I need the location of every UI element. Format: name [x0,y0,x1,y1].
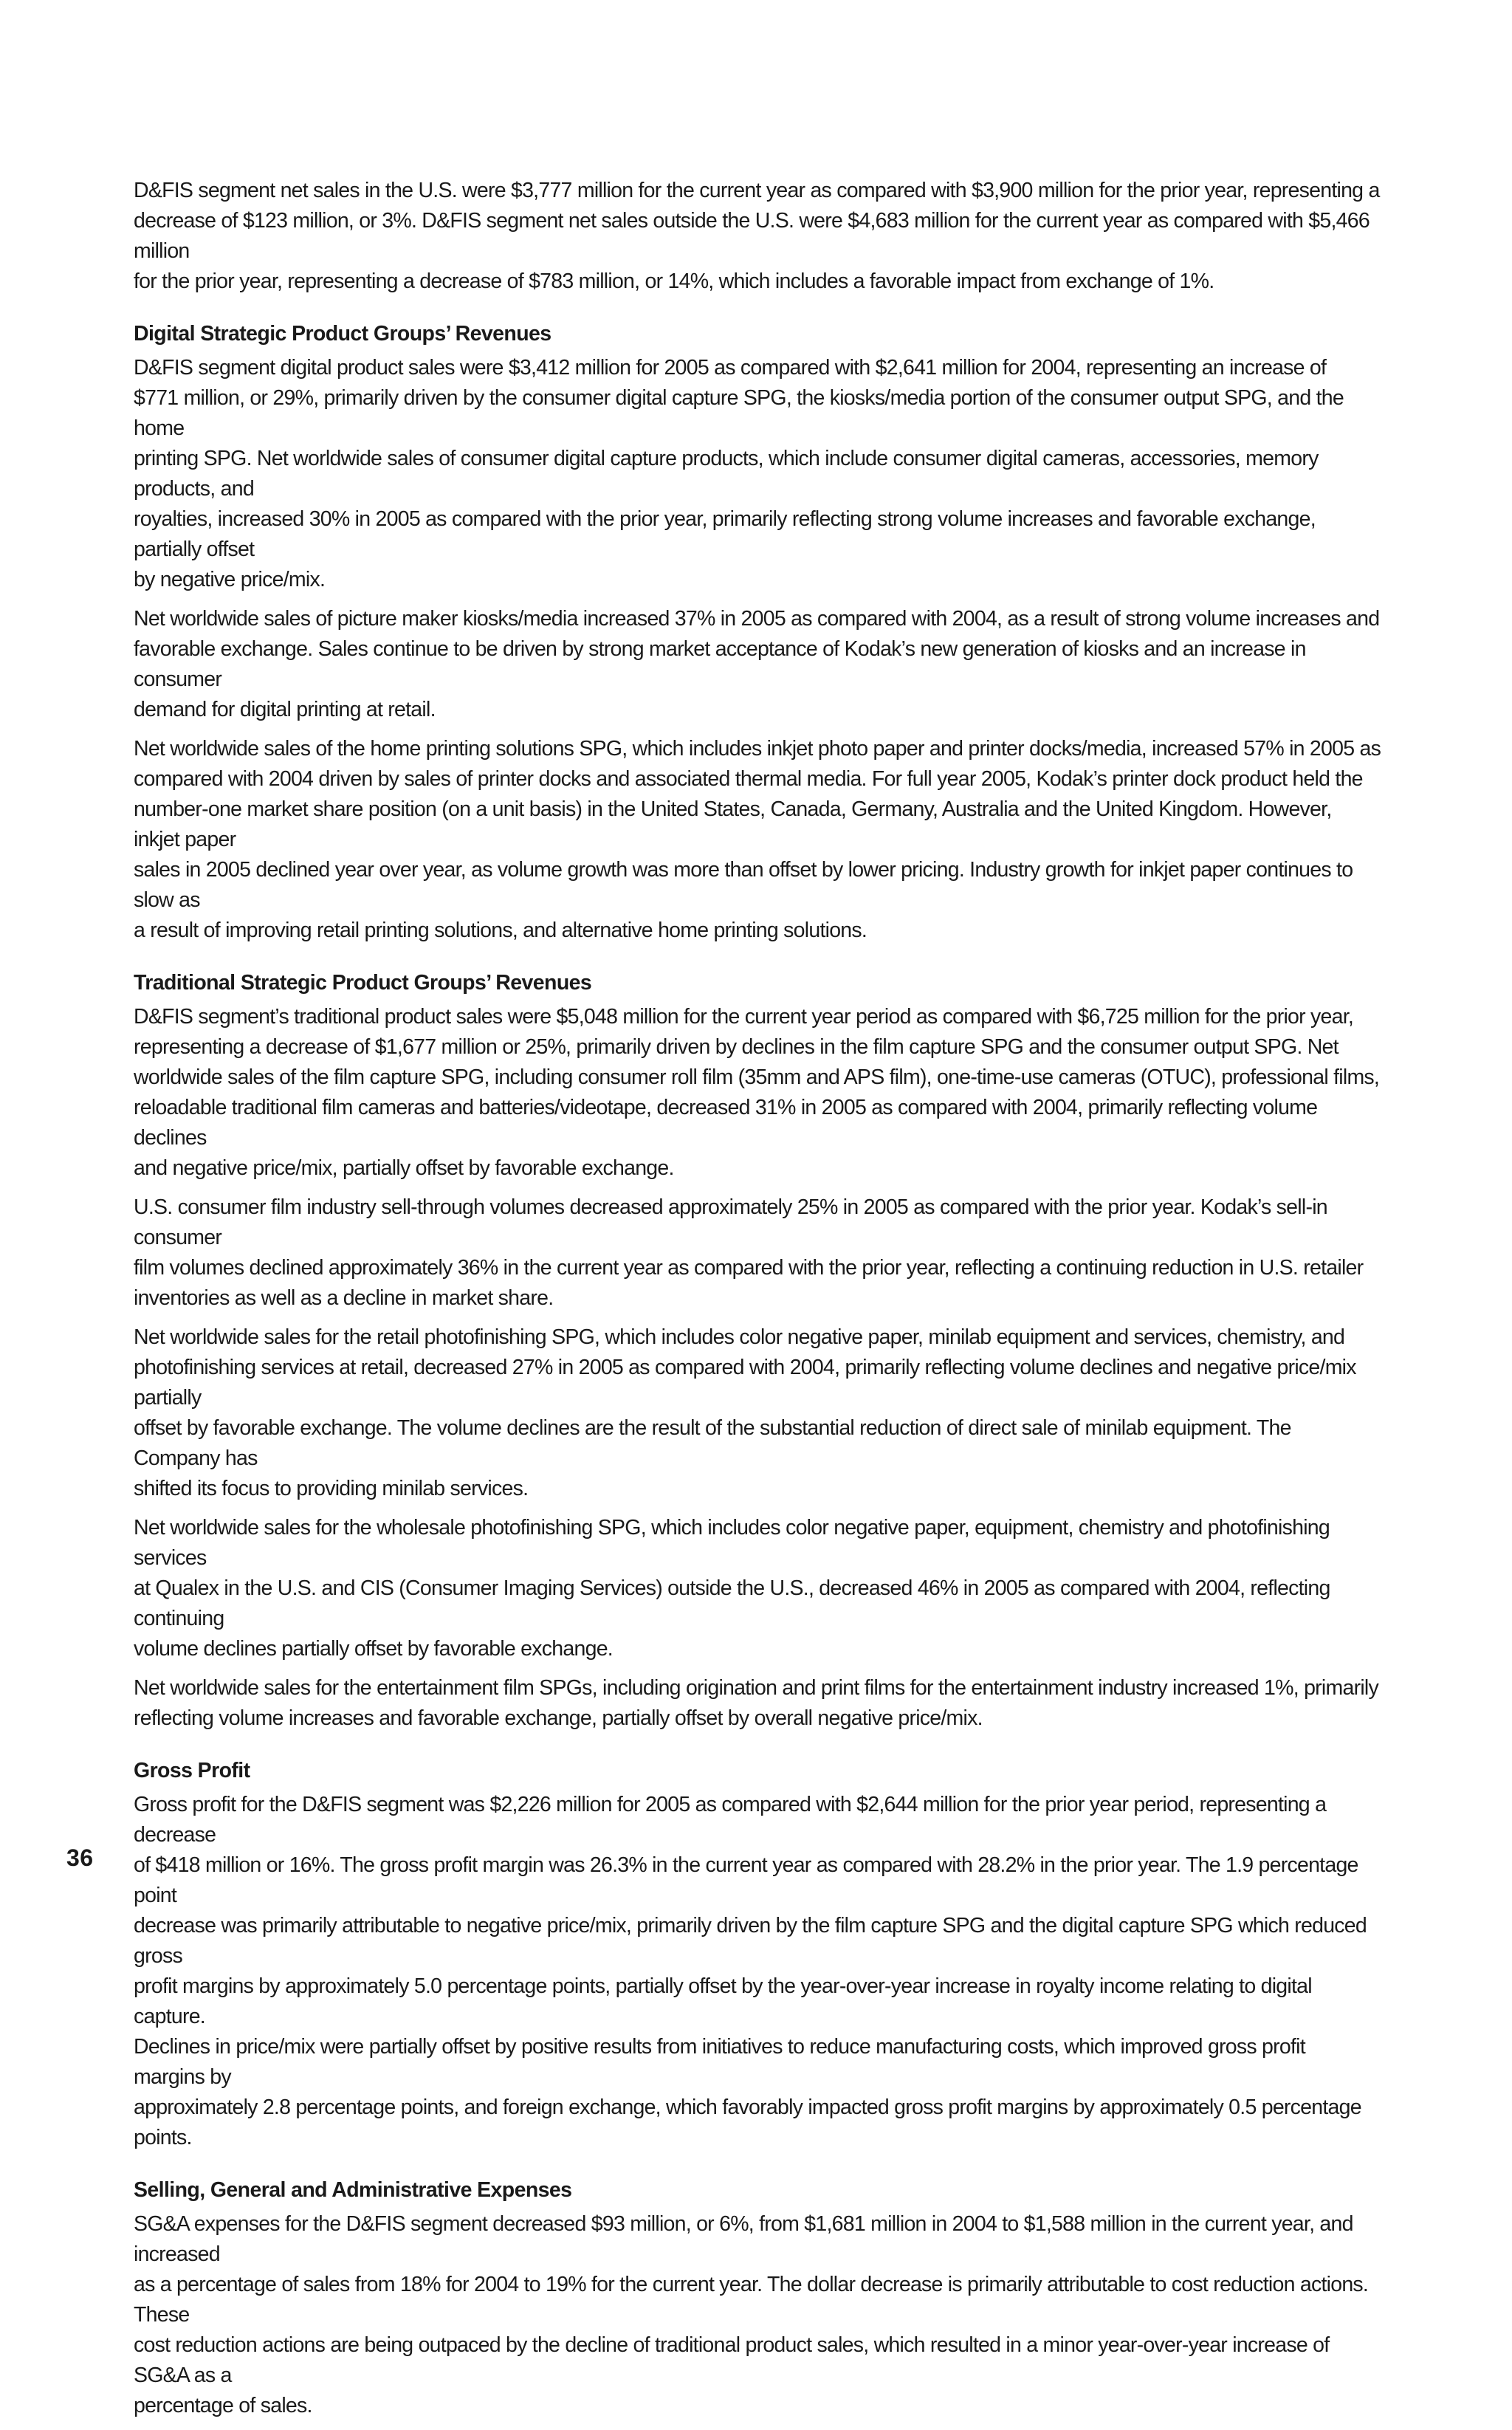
gross-profit-paragraph: Gross profit for the D&FIS segment was $2,226 million for 2005 as compared with $2,644 million for the prior year period, representing a decrease of $418 million or 16%. The gross profit margin was 26.3% in the current year as compared with 28.2% in the prior year. The 1.9 percentage point decrease was primarily attributable to negative price/mix, primarily driven by the film capture SPG and the digital capture SPG which reduced gross profit margins by approximately 5.0 percentage points, partially offset by the year-over-year increase in royalty income relating to digital capture. Declines in price/mix were partially offset by positive results from initiatives to reduce manufacturing costs, which improved gross profit margins by approximately 2.8 percentage points, and foreign exchange, which favorably impacted gross profit margins by approximately 0.5 percentage points. [134,1793,1367,2149]
section-title-digital: Digital Strategic Product Groups’ Revenues [134,322,551,346]
section-title-gross-profit: Gross Profit [134,1759,250,1782]
traditional-paragraph-2: U.S. consumer film industry sell-through volumes decreased approximately 25% in 2005 as compared with the prior year. Kodak’s sell-in consumer film volumes declined approximately 36% in the current year as compared with the prior year, reflecting a continuing reduction in U.S. retailer inventories as well as a decline in market share. [134,1195,1364,1310]
document-page [134,176,1381,2430]
digital-paragraph-1: D&FIS segment digital product sales were $3,412 million for 2005 as compared with $2,641 million for 2004, representing an increase of $771 million, or 29%, primarily driven by the consumer digital capture SPG, the kiosks/media portion of the consumer output SPG, and the home printing SPG. Net worldwide sales of consumer digital capture products, which include consumer digital cameras, accessories, memory products, and royalties, increased 30% in 2005 as compared with the prior year, primarily reflecting strong volume increases and favorable exchange, partially offset by negative price/mix. [134,356,1344,591]
traditional-paragraph-3: Net worldwide sales for the retail photofinishing SPG, which includes color negative paper, minilab equipment and services, chemistry, and photofinishing services at retail, decreased 27% in 2005 as compared with 2004, primarily reflecting volume declines and negative price/mix partially offset by favorable exchange. The volume declines are the result of the substantial reduction of direct sale of minilab equipment. The Company has shifted its focus to providing minilab services. [134,1325,1356,1500]
section-title-sga: Selling, General and Administrative Expenses [134,2178,572,2202]
traditional-paragraph-5: Net worldwide sales for the entertainment film SPGs, including origination and print films for the entertainment industry increased 1%, primarily reflecting volume increases and favorable exchange, partially offset by overall negative price/mix. [134,1676,1378,1730]
digital-paragraph-3: Net worldwide sales of the home printing solutions SPG, which includes inkjet photo paper and printer docks/media, increased 57% in 2005 as compared with 2004 driven by sales of printer docks and associated thermal media. For full year 2005, Kodak’s printer dock product held the number-one market share position (on a unit basis) in the United States, Canada, Germany, Australia and the United Kingdom. However, inkjet paper sales in 2005 declined year over year, as volume growth was more than offset by lower pricing. Industry growth for inkjet paper continues to slow as a result of improving retail printing solutions, and alternative home printing solutions. [134,737,1381,942]
digital-paragraph-2: Net worldwide sales of picture maker kiosks/media increased 37% in 2005 as compared with 2004, as a result of strong volume increases and favorable exchange. Sales continue to be driven by strong market acceptance of Kodak’s new generation of kiosks and an increase in consumer demand for digital printing at retail. [134,607,1380,721]
section-title-traditional: Traditional Strategic Product Groups’ Revenues [134,971,592,995]
traditional-paragraph-1: D&FIS segment’s traditional product sales were $5,048 million for the current year period as compared with $6,725 million for the prior year, representing a decrease of $1,677 million or 25%, primarily driven by declines in the film capture SPG and the consumer output SPG. Net worldwide sales of the film capture SPG, including consumer roll film (35mm and APS film), one-time-use cameras (OTUC), professional films, reloadable traditional film cameras and batteries/videotape, decreased 31% in 2005 as compared with 2004, primarily reflecting volume declines and negative price/mix, partially offset by favorable exchange. [134,1005,1380,1180]
intro-paragraph: D&FIS segment net sales in the U.S. were $3,777 million for the current year as compared with $3,900 million for the prior year, representing a decrease of $123 million, or 3%. D&FIS segment net sales outside the U.S. were $4,683 million for the current year as compared with $5,466 million for the prior year, representing a decrease of $783 million, or 14%, which includes a favorable impact from exchange of 1%. [134,179,1380,293]
sga-paragraph: SG&A expenses for the D&FIS segment decreased $93 million, or 6%, from $1,681 million in 2004 to $1,588 million in the current year, and increased as a percentage of sales from 18% for 2004 to 19% for the current year. The dollar decrease is primarily attributable to cost reduction actions. These cost reduction actions are being outpaced by the decline of traditional product sales, which resulted in a minor year-over-year increase of SG&A as a percentage of sales. [134,2212,1369,2417]
traditional-paragraph-4: Net worldwide sales for the wholesale photofinishing SPG, which includes color negative paper, equipment, chemistry and photofinishing services at Qualex in the U.S. and CIS (Consumer Imaging Services) outside the U.S., decreased 46% in 2005 as compared with 2004, reflecting continuing volume declines partially offset by favorable exchange. [134,1516,1330,1661]
page-number: 36 [66,1844,94,1871]
